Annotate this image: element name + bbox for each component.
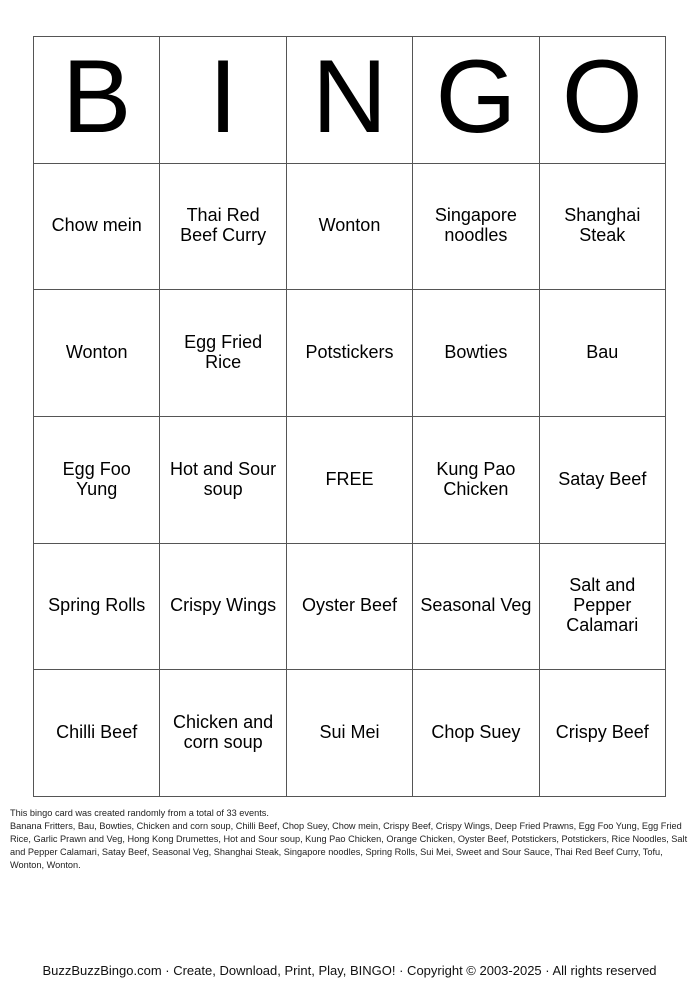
bingo-cell	[413, 290, 539, 417]
bingo-cell	[413, 417, 539, 544]
bingo-cell	[34, 417, 160, 544]
cell-text: Wonton	[318, 215, 381, 236]
cell-text: Singapore noodles	[434, 205, 517, 246]
bingo-cell	[160, 290, 286, 417]
cell-text: Satay Beef	[558, 468, 647, 489]
free-space-cell	[287, 417, 413, 544]
bingo-cell	[413, 670, 539, 797]
cell-text: Bau	[586, 342, 619, 363]
header-letter: G	[435, 38, 517, 155]
cell-text: Egg Fried Rice	[184, 332, 263, 373]
cell-text: Sui Mei	[319, 722, 380, 743]
cell-text: Potstickers	[305, 342, 394, 363]
cell-text: Oyster Beef	[301, 595, 398, 616]
cell-text: Chicken and corn soup	[173, 712, 274, 753]
header-cell-i	[160, 37, 286, 164]
bingo-cell	[287, 670, 413, 797]
bingo-cell	[287, 544, 413, 671]
bingo-cell	[540, 544, 666, 671]
bingo-cell	[160, 164, 286, 291]
header-letter: N	[311, 38, 388, 155]
bingo-cell	[540, 670, 666, 797]
header-cell-g	[413, 37, 539, 164]
bingo-card	[33, 36, 666, 797]
bingo-cell	[34, 670, 160, 797]
cell-text: Egg Foo Yung	[62, 458, 131, 499]
header-cell-n	[287, 37, 413, 164]
bingo-cell	[34, 290, 160, 417]
bingo-cell	[540, 290, 666, 417]
bingo-cell	[34, 544, 160, 671]
free-space-text: FREE	[325, 468, 374, 489]
bingo-cell	[160, 417, 286, 544]
copyright-footer: BuzzBuzzBingo.com · Create, Download, Print, Play, BINGO! · Copyright © 2003-2025 · All rights reserved	[42, 963, 657, 978]
bingo-cell	[34, 164, 160, 291]
cell-text: Kung Pao Chicken	[436, 458, 516, 499]
bingo-cell	[540, 164, 666, 291]
cell-text: Crispy Beef	[555, 722, 649, 743]
header-letter: B	[62, 38, 132, 155]
bingo-cell	[160, 544, 286, 671]
cell-text: Chop Suey	[431, 722, 521, 743]
cell-text: Bowties	[444, 342, 508, 363]
cell-text: Chow mein	[51, 215, 142, 236]
cell-text: Crispy Wings	[170, 595, 277, 616]
header-cell-b	[34, 37, 160, 164]
cell-text: Salt and Pepper Calamari	[566, 575, 639, 636]
bingo-cell	[287, 290, 413, 417]
cell-text: Shanghai Steak	[564, 205, 641, 246]
cell-text: Chilli Beef	[56, 722, 138, 743]
events-list: Banana Fritters, Bau, Bowties, Chicken and corn soup, Chilli Beef, Chop Suey, Chow mein, Crispy Beef, Crispy Wings, Deep Fried Prawns, Egg Foo Yung, Egg Fried Rice, Garlic Prawn and Veg, Hong Kong Drumettes, Hot and Sour soup, Kung Pao Chicken, Orange Chicken, Oyster Beef, Potstickers, Potstickers, Rice Noodles, Salt and Pepper Calamari, Satay Beef, Seasonal Veg, Shanghai Steak, Singapore noodles, Spring Rolls, Sui Mei, Sweet and Sour Sauce, Thai Red Beef Curry, Tofu, Wonton, Wonton.	[10, 821, 688, 870]
cell-text: Hot and Sour soup	[170, 458, 277, 499]
card-summary: This bingo card was created randomly from a total of 33 events.	[10, 808, 269, 818]
header-letter: I	[208, 38, 238, 155]
bingo-cell	[287, 164, 413, 291]
header-letter: O	[561, 38, 643, 155]
card-info	[10, 807, 692, 872]
cell-text: Spring Rolls	[48, 595, 146, 616]
bingo-cell	[160, 670, 286, 797]
cell-text: Wonton	[65, 342, 128, 363]
cell-text: Thai Red Beef Curry	[180, 205, 267, 246]
cell-text: Seasonal Veg	[420, 595, 532, 616]
bingo-cell	[413, 164, 539, 291]
bingo-cell	[540, 417, 666, 544]
bingo-cell	[413, 544, 539, 671]
header-cell-o	[540, 37, 666, 164]
